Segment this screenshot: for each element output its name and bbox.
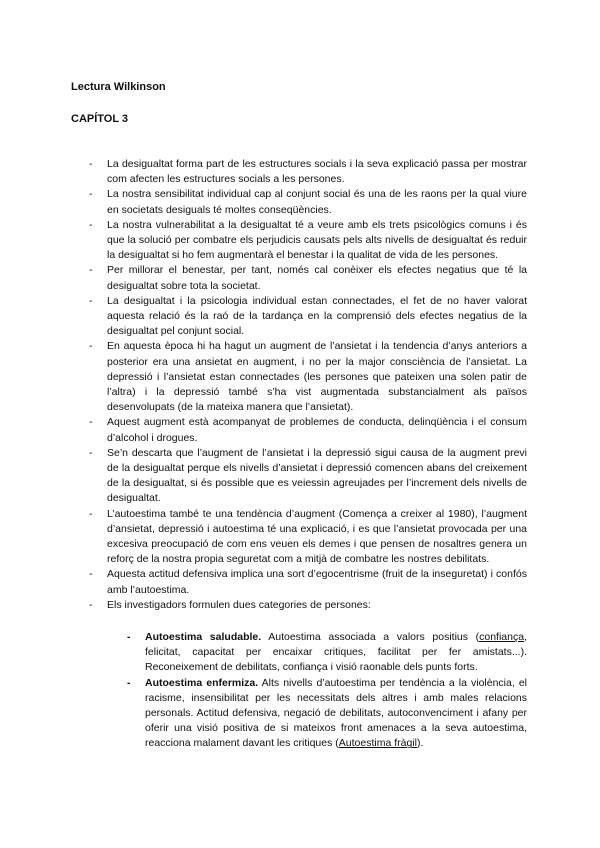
dash-marker: - (89, 294, 93, 307)
dash-marker: - (89, 446, 93, 459)
list-item (0, 294, 527, 340)
list-item (0, 187, 527, 217)
dash-marker: - (127, 631, 131, 643)
dash-marker: - (89, 340, 93, 353)
dash-marker: - (89, 188, 93, 201)
list-item (0, 446, 527, 507)
list-item (0, 507, 527, 568)
list-item (0, 415, 527, 445)
category-text: Alts nivells d’autoestima per tendència a la violència, el racisme, insensibilitat per les necessitats dels altres i amb males relacions personals. Actitud defensiva, negació de debilitats, autoconvenciment i afany per oferir una visió positiva de si mateixos front amenaces a la seva autoestima, reacciona malament davant les critiques ( (145, 676, 527, 750)
list-item (0, 263, 527, 293)
list-item-text: L’autoestima també te una tendència d’augment (Comença a creixer al 1980), l’augment d’ansietat, depressió i autoestima té una explicació, i es que l’ansietat provocada per una excesiva preocupació de com ens veuen els demes i que pensen de nosaltres genera un reforç de la nostra propia seguretat com a mitjà de combatre les nostres debilitats. (107, 507, 527, 566)
dash-marker: - (89, 264, 93, 277)
dash-marker: - (89, 218, 93, 231)
category-text: , felicitat, capacitat per encaixar critiques, facilitat per fer amistats...). Reconeixement de debilitats, confiança i visió raonable dels punts forts. (145, 631, 527, 674)
category-term: Autoestima enfermiza. (145, 676, 259, 689)
list-item-text: En aquesta època hi ha hagut un augment de l’ansietat i la tendencia d’anys anteriors a posterior era una ansietat en augment, i no per la major consciència de l’ansietat. La depressió i l’ansietat estan connectades (les persones que pateixen una solen patir de l’altra) i la depressió també s’ha vist augmentada substancialment als països desenvolupats (de la mateixa manera que l’ansietat). (107, 340, 527, 414)
underlined-term: Autoestima fràgil (338, 737, 417, 750)
dash-marker: - (127, 676, 131, 689)
category-item (0, 676, 527, 752)
document-title: Lectura Wilkinson (71, 81, 166, 93)
underlined-term: confiança (479, 631, 525, 643)
list-item-text: La nostra sensibilitat individual cap al conjunt social és una de les raons per la qual viure en societats desiguals té moltes conseqüències. (107, 188, 527, 216)
chapter-heading: CAPÍTOL 3 (71, 113, 129, 125)
categories-list (0, 630, 600, 752)
category-text: ). (416, 737, 424, 750)
list-item (0, 598, 527, 613)
dash-marker: - (89, 507, 93, 520)
list-item (0, 218, 527, 264)
category-text: Autoestima associada a valors positius ( (261, 631, 480, 643)
dash-marker: - (89, 158, 93, 170)
sub-bullet-list (0, 630, 600, 752)
dash-marker: - (89, 568, 93, 581)
list-item (0, 567, 527, 597)
list-item (0, 157, 527, 187)
list-item-text: Se’n descarta que l’augment de l’ansietat i la depressió sigui causa de la augment previ de la desigualtat perque els nivells d’ansietat i depressió comencen abans del creixement de la desigualtat, si és possible que es veiessin agreujades per l’increment dels nivells de desigualtat. (107, 446, 527, 505)
list-item-text: Els investigadors formulen dues categories de persones: (107, 598, 371, 611)
category-item (0, 630, 527, 676)
list-item (0, 339, 527, 415)
category-term: Autoestima saludable. (145, 631, 262, 643)
dash-marker: - (89, 416, 93, 429)
list-item-text: Aquesta actitud defensiva implica una sort d’egocentrisme (fruit de la inseguretat) i confós amb l’autoestima. (107, 568, 527, 596)
list-item-text: Per millorar el benestar, per tant, només cal conèixer els efectes negatius que té la desigualtat sobre tota la societat. (107, 264, 527, 292)
list-item-text: Aquest augment està acompanyat de problemes de conducta, delinqüència i el consum d’alcohol i drogues. (107, 416, 527, 444)
list-item-text: La desigualtat i la psicologia individual estan connectades, el fet de no haver valorat aquesta relació és la raó de la tardança en la comprensió dels efectes negatius de la desigualtat pel conjunt social. (107, 294, 527, 338)
bullet-list (0, 157, 600, 613)
dash-marker: - (89, 598, 93, 611)
list-item-text: La desigualtat forma part de les estructures socials i la seva explicació passa per mostrar com afecten les estructures socials a les persones. (107, 158, 527, 186)
list-item-text: La nostra vulnerabilitat a la desigualtat té a veure amb els trets psicològics comuns i és que la solució per combatre els perjudicis causats pels alts nivells de desigualtat és reduir la desigualtat si ho fem augmentarà el benestar i la qualitat de vida de les persones. (107, 218, 527, 262)
